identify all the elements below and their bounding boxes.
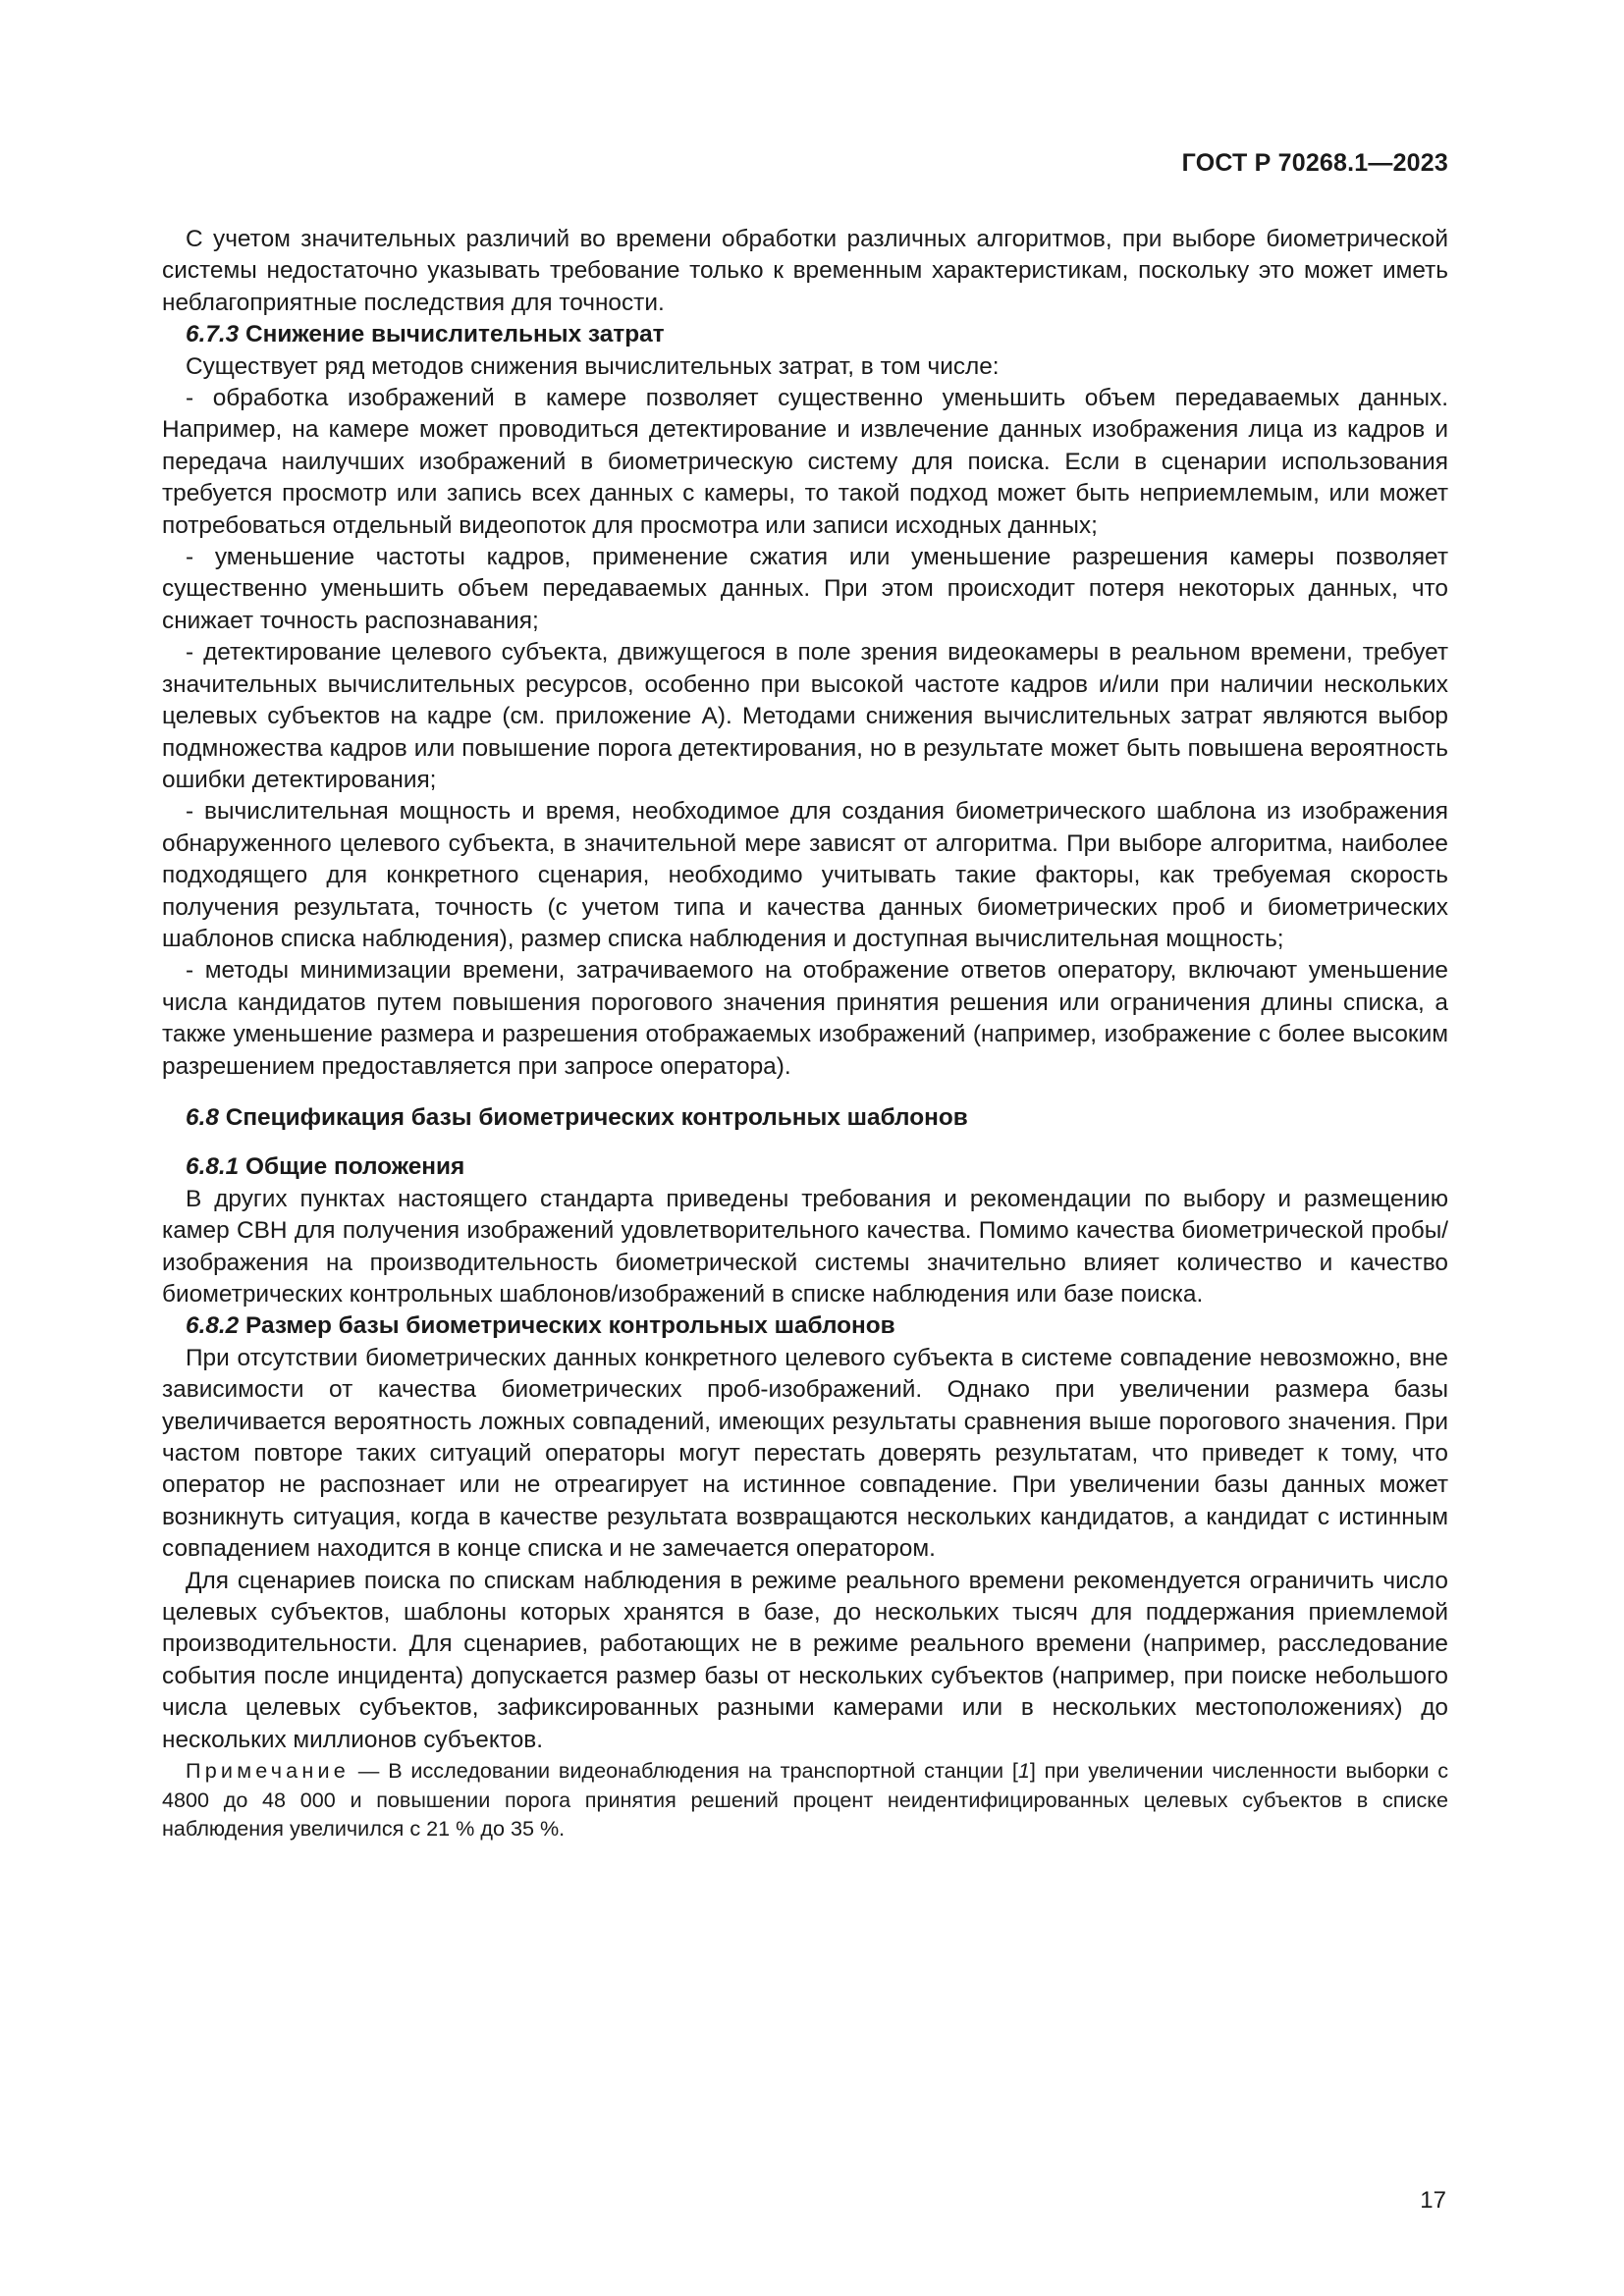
reference-number: 1 [1017,1758,1030,1784]
section-number: 6.7.3 [186,321,240,348]
note-paragraph [162,1756,1448,1843]
section-title: Размер базы биометрических контрольных шаблонов [245,1312,895,1340]
section-6-8-2-paragraph-1: При отсутствии биометрических данных конкретного целевого субъекта в системе совпадение невозможно, вне зависимости от качества биометрических проб-изображений. Однако при увеличении размера базы увеличивается вероятность ложных совпадений, имеющих результаты сравнения выше порогового значения. При частом повторе таких ситуаций операторы могут перестать доверять результатам, что приведет к тому, что оператор не распознает или не отреагирует на истинное совпадение. При увеличении базы данных может возникнуть ситуация, когда в качестве результата возвращаются нескольких кандидатов, а кандидат с истинным совпадением находится в конце списка и не замечается оператором. [162,1344,1448,1563]
note-text-end: ] при увеличении численности выборки с 4800 до 48 000 и повышении порога принятия решений процент неидентифицированных целевых субъектов в списке наблюдения увеличился с 21 % до 35 %. [162,1758,1448,1842]
section-number: 6.8.1 [186,1153,240,1181]
section-6-8-heading [162,1102,1448,1134]
section-6-8-1-heading [162,1151,1448,1183]
section-title: Снижение вычислительных затрат [245,321,665,348]
section-6-8-2-heading [162,1310,1448,1342]
section-number: 6.8 [186,1103,219,1131]
section-6-7-3-lead: Существует ряд методов снижения вычислительных затрат, в том числе: [186,352,1000,380]
document-body [162,224,1448,1843]
section-6-8-2-paragraph-2: Для сценариев поиска по спискам наблюдения в режиме реального времени рекомендуется ограничить число целевых субъектов, шаблоны которых хранятся в базе, до нескольких тысяч для поддержания приемлемой производительности. Для сценариев, работающих не в режиме реального времени (например, расследование события после инцидента) допускается размер базы от нескольких субъектов (например, при поиске небольшого числа целевых субъектов, зафиксированных разными камерами или в нескольких местоположениях) до нескольких миллионов субъектов. [162,1567,1448,1753]
page-number: 17 [1420,2187,1446,2214]
section-number: 6.8.2 [186,1312,240,1340]
list-item: - детектирование целевого субъекта, движущегося в поле зрения видеокамеры в реальном времени, требует значительных вычислительных ресурсов, особенно при высокой частоте кадров и/или при наличии нескольких целевых субъектов на кадре (см. приложение А). Методами снижения вычислительных затрат являются выбор подмножества кадров или повышение порога детектирования, но в результате может быть повышена вероятность ошибки детектирования; [162,639,1448,793]
section-6-7-3-heading [162,319,1448,350]
list-item: - уменьшение частоты кадров, применение сжатия или уменьшение разрешения камеры позволяет существенно уменьшить объем передаваемых данных. При этом происходит потеря некоторых данных, что снижает точность распознавания; [162,544,1448,634]
note-text-start: — В исследовании видеонаблюдения на транспортной станции [ [350,1758,1018,1784]
list-item: - вычислительная мощность и время, необходимое для создания биометрического шаблона из изображения обнаруженного целевого субъекта, в значительной мере зависят от алгоритма. При выборе алгоритма, наиболее подходящего для конкретного сценария, необходимо учитывать такие факторы, как требуемая скорость получения результата, точность (с учетом типа и качества данных биометрических проб и биометрических шаблонов списка наблюдения), размер списка наблюдения и доступная вычислительная мощность; [162,798,1448,952]
section-title: Спецификация базы биометрических контрольных шаблонов [225,1103,968,1131]
section-6-8-1-text: В других пунктах настоящего стандарта приведены требования и рекомендации по выбору и размещению камер СВН для получения изображений удовлетворительного качества. Помимо качества биометрической пробы/изображения на производительность биометрической системы значительно влияет количество и качество биометрических контрольных шаблонов/изображений в списке наблюдения или базе поиска. [162,1185,1448,1308]
list-item: - методы минимизации времени, затрачиваемого на отображение ответов оператору, включают уменьшение числа кандидатов путем повышения порогового значения принятия решения или ограничения длины списка, а также уменьшение размера и разрешения отображаемых изображений (например, изображение с более высоким разрешением предоставляется при запросе оператора). [162,957,1448,1080]
note-label: Примечание [186,1758,350,1784]
intro-paragraph: С учетом значительных различий во времени обработки различных алгоритмов, при выборе биометрической системы недостаточно указывать требование только к временным характеристикам, поскольку это может иметь неблагоприятные последствия для точности. [162,226,1448,316]
list-item: - обработка изображений в камере позволяет существенно уменьшить объем передаваемых данных. Например, на камере может проводиться детектирование и извлечение данных изображения лица из кадров и передача наилучших изображений в биометрическую систему для поиска. Если в сценарии использования требуется просмотр или запись всех данных с камеры, то такой подход может быть неприемлемым, или может потребоваться отдельный видеопоток для просмотра или записи исходных данных; [162,385,1448,539]
document-id-header: ГОСТ Р 70268.1—2023 [1181,149,1448,177]
section-title: Общие положения [245,1153,465,1181]
